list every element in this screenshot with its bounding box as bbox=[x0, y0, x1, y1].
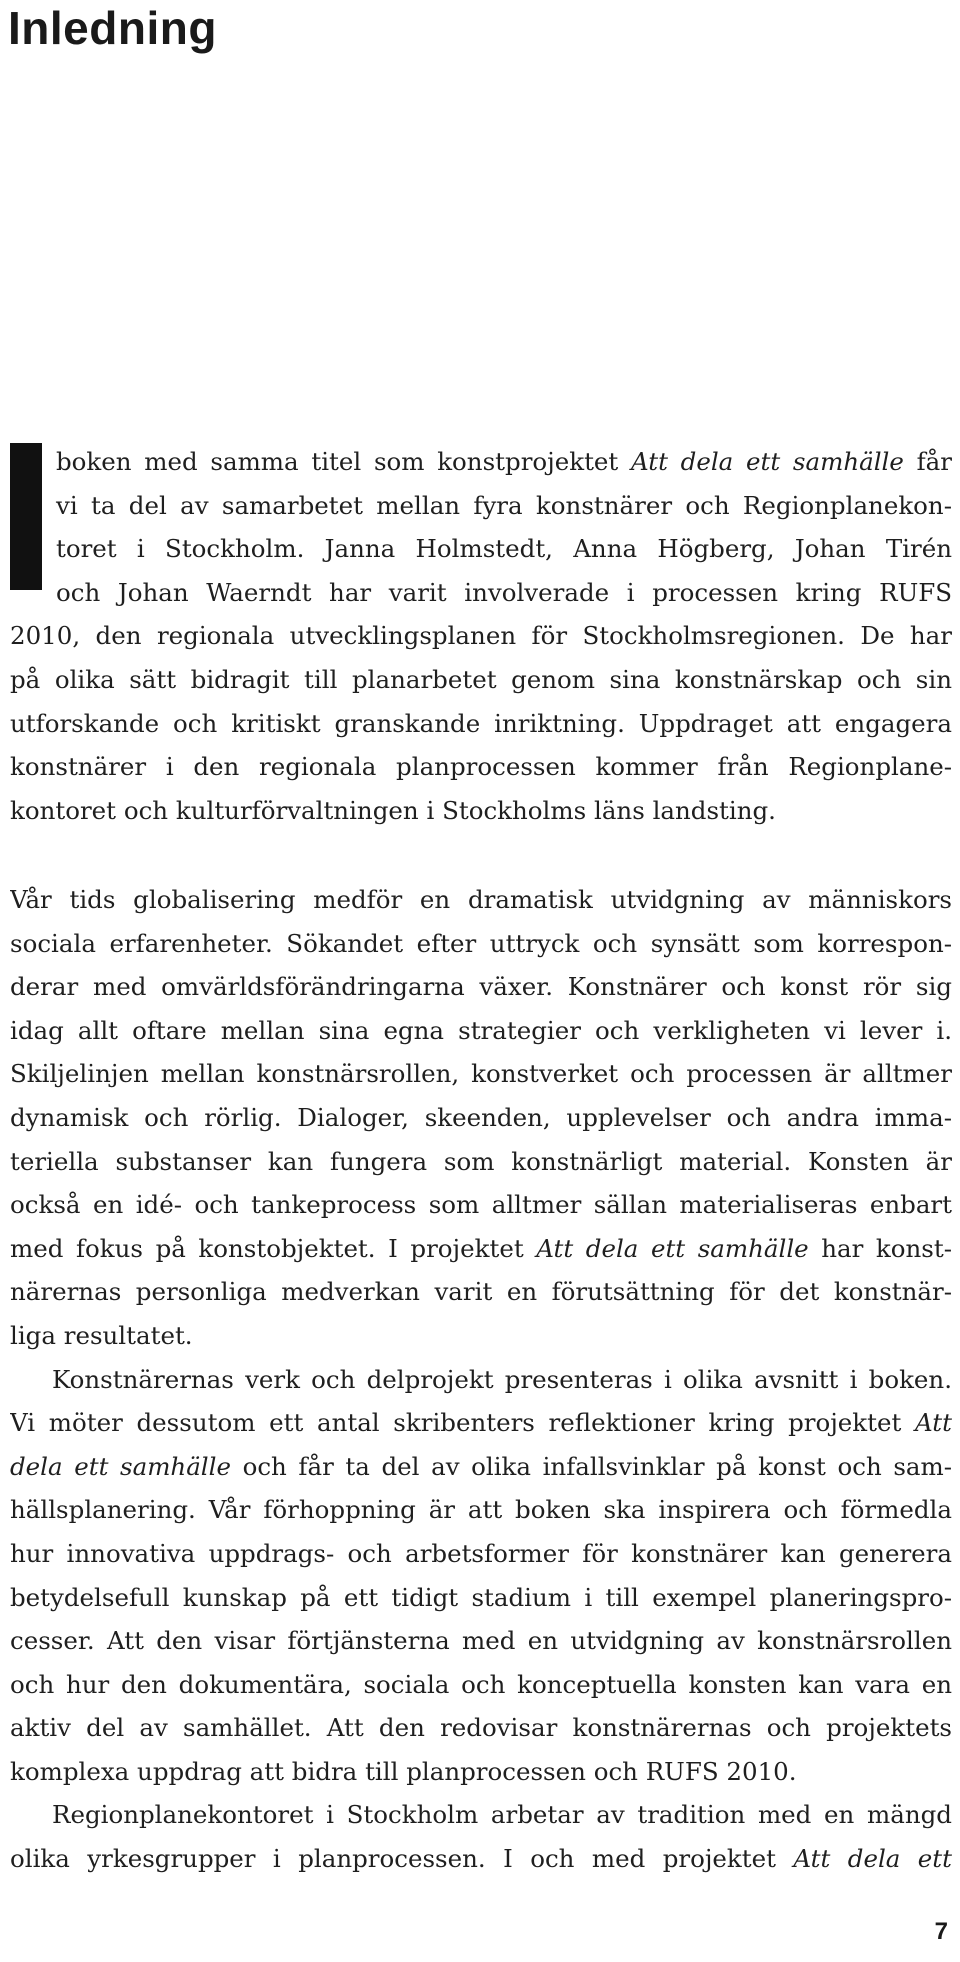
italic-title-text: Att dela ett samhälle bbox=[536, 1233, 809, 1263]
text-line bbox=[10, 1793, 952, 1837]
text-line bbox=[10, 922, 952, 966]
text-segment: på olika sätt bidragit till planarbetet genom sina konstnärskap och sin bbox=[10, 664, 952, 694]
page-number: 7 bbox=[934, 1918, 948, 1945]
text-segment: kontoret och kulturförvaltningen i Stockholms läns landsting. bbox=[10, 795, 776, 825]
text-segment: närernas personliga medverkan varit en förutsättning för det konstnär- bbox=[10, 1277, 952, 1307]
text-segment: Vi möter dessutom ett antal skribenters reflektioner kring projektet bbox=[10, 1408, 916, 1438]
text-segment: derar med omvärldsförändringarna växer. Konstnärer och konst rör sig bbox=[10, 972, 952, 1002]
text-line bbox=[10, 789, 952, 833]
text-segment: Vår tids globalisering medför en dramatisk utvidgning av människors bbox=[10, 885, 952, 914]
text-segment: liga resultatet. bbox=[10, 1320, 193, 1350]
text-line bbox=[10, 1663, 952, 1707]
text-line bbox=[10, 1488, 952, 1532]
text-segment: aktiv del av samhället. Att den redovisar konstnärernas och projektets bbox=[10, 1713, 952, 1743]
paragraph-globalisering bbox=[10, 878, 952, 1358]
text-line bbox=[10, 1096, 952, 1140]
text-line bbox=[10, 702, 952, 746]
text-line bbox=[10, 614, 952, 658]
text-segment: har konst- bbox=[808, 1233, 952, 1263]
text-segment: cesser. Att den visar förtjänsterna med en utvidgning av konstnärsrollen bbox=[10, 1626, 952, 1656]
text-line bbox=[10, 745, 952, 789]
text-line bbox=[10, 1619, 952, 1663]
text-line bbox=[10, 1532, 952, 1576]
text-line bbox=[10, 571, 952, 615]
paragraph-body bbox=[10, 878, 952, 1881]
text-line bbox=[10, 440, 952, 484]
text-line bbox=[10, 484, 952, 528]
text-line bbox=[10, 965, 952, 1009]
text-line bbox=[10, 1358, 952, 1402]
text-line bbox=[10, 1227, 952, 1271]
text-segment: utforskande och kritiskt granskande inriktning. Uppdraget att engagera bbox=[10, 708, 952, 738]
italic-title-text: Att dela ett samhälle bbox=[631, 447, 904, 476]
text-segment: hällsplanering. Vår förhoppning är att boken ska inspirera och förmedla bbox=[10, 1495, 952, 1525]
text-segment: och Johan Waerndt har varit involverade i processen kring RUFS bbox=[56, 577, 952, 607]
text-segment: och hur den dokumentära, sociala och konceptuella konsten kan vara en bbox=[10, 1669, 952, 1699]
italic-title-text: Att dela ett bbox=[793, 1844, 952, 1874]
text-segment: toret i Stockholm. Janna Holmstedt, Anna Högberg, Johan Tirén bbox=[56, 534, 952, 564]
paragraph-intro bbox=[10, 440, 952, 832]
text-line bbox=[10, 878, 952, 922]
text-segment: dynamisk och rörlig. Dialoger, skeenden, upplevelser och andra imma- bbox=[10, 1102, 952, 1132]
text-line bbox=[10, 1576, 952, 1620]
paragraph-konstnarernas-verk bbox=[10, 1358, 952, 1794]
text-line bbox=[10, 1052, 952, 1096]
text-line bbox=[10, 658, 952, 702]
text-segment: idag allt oftare mellan sina egna strategier och verkligheten vi lever i. bbox=[10, 1015, 952, 1045]
text-segment: sociala erfarenheter. Sökandet efter uttryck och synsätt som korrespon- bbox=[10, 928, 952, 958]
text-line bbox=[10, 1445, 952, 1489]
italic-title-text: Att bbox=[915, 1408, 952, 1438]
text-line bbox=[10, 1270, 952, 1314]
text-segment: Skiljelinjen mellan konstnärsrollen, konstverket och processen är alltmer bbox=[10, 1059, 952, 1089]
text-segment: Regionplanekontoret i Stockholm arbetar av tradition med en mängd bbox=[52, 1800, 952, 1830]
text-segment: teriella substanser kan fungera som konstnärligt material. Konsten är bbox=[10, 1146, 952, 1176]
text-segment: vi ta del av samarbetet mellan fyra konstnärer och Regionplanekon- bbox=[56, 490, 952, 520]
text-line bbox=[10, 1140, 952, 1184]
text-line bbox=[10, 1314, 952, 1358]
text-line bbox=[10, 1706, 952, 1750]
page-title: Inledning bbox=[8, 2, 217, 54]
text-line bbox=[10, 1837, 952, 1881]
text-line bbox=[10, 1401, 952, 1445]
text-line bbox=[10, 1183, 952, 1227]
text-segment: olika yrkesgrupper i planprocessen. I och med projektet bbox=[10, 1844, 794, 1874]
text-segment: betydelsefull kunskap på ett tidigt stadium i till exempel planeringspro- bbox=[10, 1582, 952, 1612]
paragraph-regionplanekontoret bbox=[10, 1793, 952, 1880]
text-segment: konstnärer i den regionala planprocessen kommer från Regionplane- bbox=[10, 752, 952, 782]
italic-title-text: dela ett samhälle bbox=[10, 1451, 231, 1481]
text-segment: Konstnärernas verk och delprojekt presenteras i olika avsnitt i boken. bbox=[52, 1364, 952, 1394]
text-line bbox=[10, 1750, 952, 1794]
text-segment: får bbox=[903, 447, 952, 476]
text-segment: 2010, den regionala utvecklingsplanen för Stockholmsregionen. De har bbox=[10, 621, 952, 651]
text-segment: komplexa uppdrag att bidra till planprocessen och RUFS 2010. bbox=[10, 1756, 797, 1786]
text-segment: boken med samma titel som konstprojektet bbox=[56, 447, 631, 476]
text-line bbox=[10, 1009, 952, 1053]
text-segment: också en idé- och tankeprocess som alltmer sällan materialiseras enbart bbox=[10, 1190, 952, 1220]
text-segment: hur innovativa uppdrags- och arbetsformer för konstnärer kan generera bbox=[10, 1538, 952, 1568]
text-segment: och får ta del av olika infallsvinklar på konst och sam- bbox=[230, 1451, 952, 1481]
text-line bbox=[10, 527, 952, 571]
text-segment: med fokus på konstobjektet. I projektet bbox=[10, 1233, 537, 1263]
